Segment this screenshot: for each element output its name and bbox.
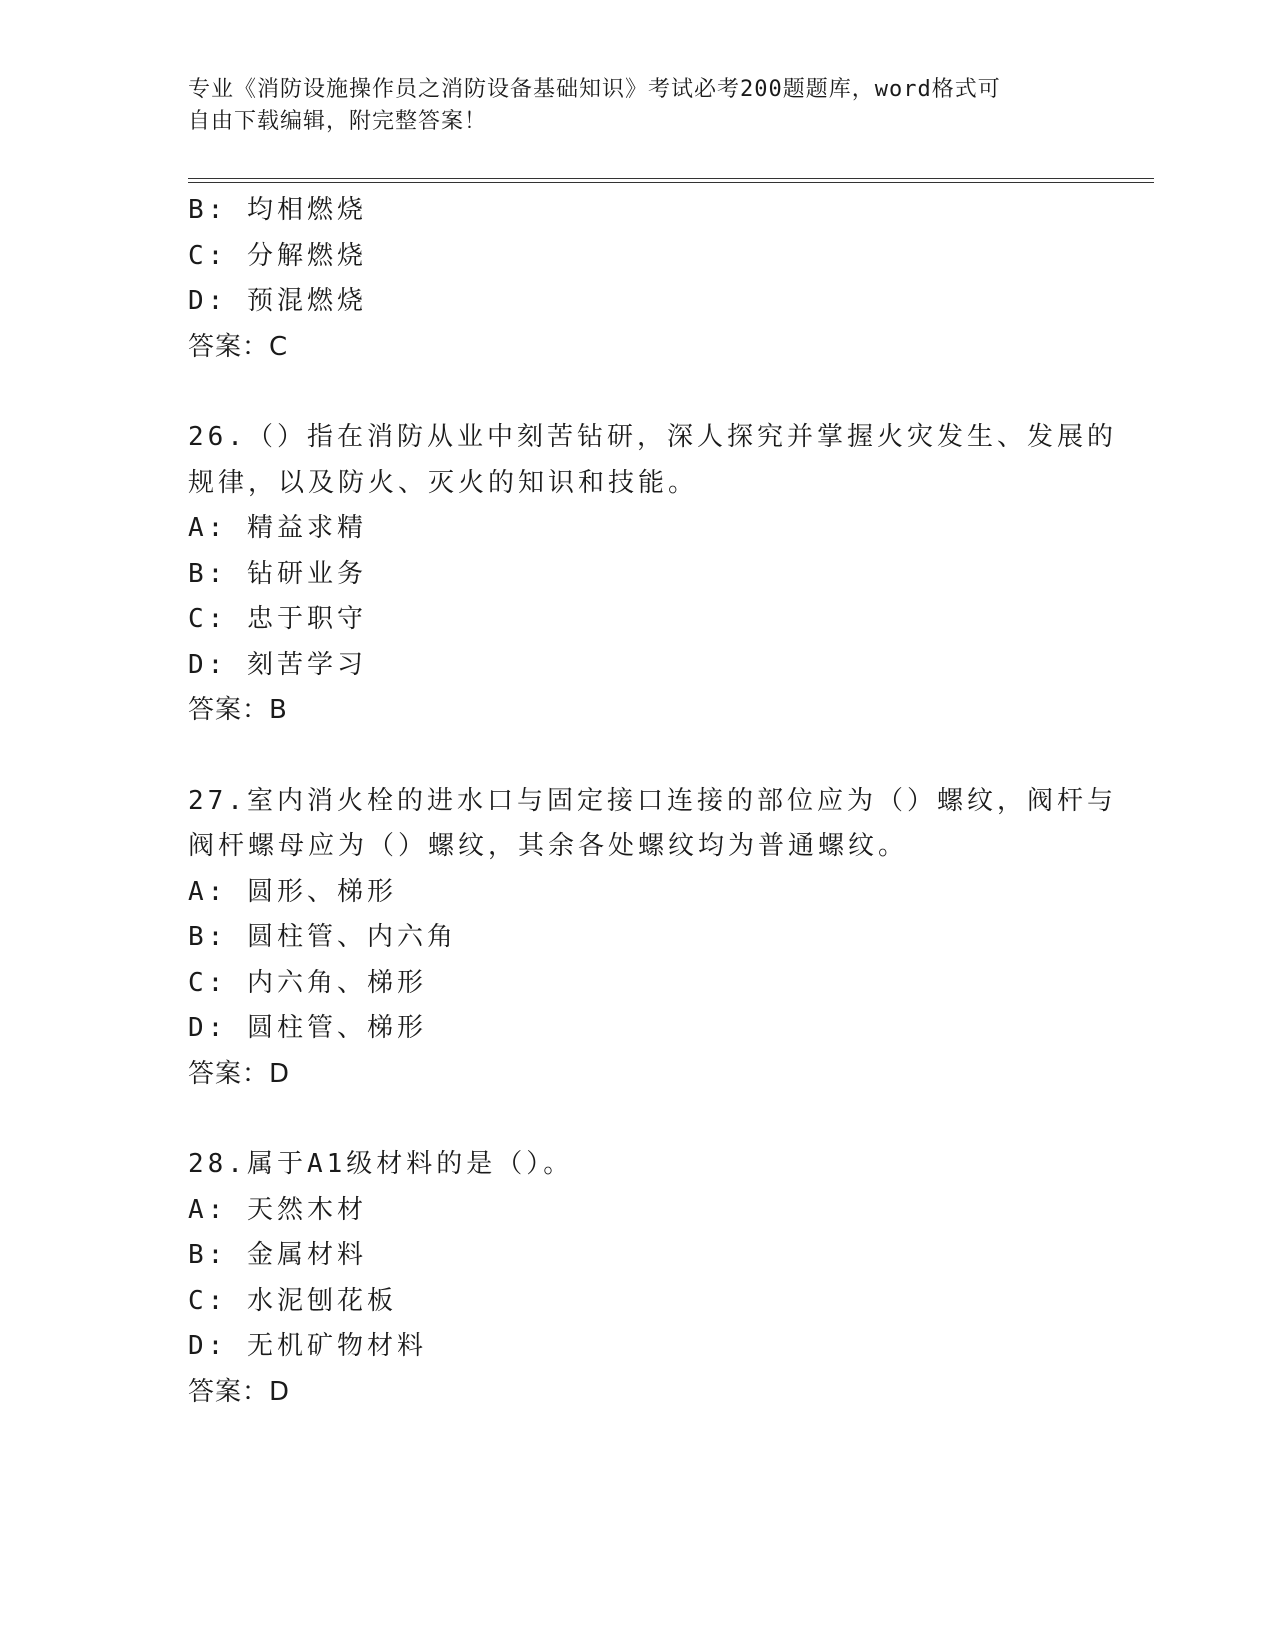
- question-text-line-1: 28.属于A1级材料的是（）。: [188, 1149, 574, 1179]
- option-b: B: 钻研业务: [188, 558, 367, 589]
- option-a: A: 圆形、梯形: [188, 876, 397, 907]
- answer-line: 答案：B: [188, 695, 288, 725]
- option-a: A: 天然木材: [188, 1194, 367, 1225]
- option-c: C: 内六角、梯形: [188, 967, 427, 998]
- question-block-26: [188, 415, 1117, 734]
- option-b: B: 均相燃烧: [188, 195, 367, 225]
- question-block-27: [188, 779, 1117, 1098]
- question-gap: [188, 734, 1088, 779]
- question-gap: [188, 1097, 1088, 1142]
- question-text-line-2: 阀杆螺母应为（）螺纹，其余各处螺纹均为普通螺纹。: [188, 831, 909, 861]
- option-c: C: 忠于职守: [188, 604, 367, 634]
- option-d: D: 刻苦学习: [188, 649, 367, 680]
- answer-line: 答案：C: [188, 331, 289, 362]
- option-a: A: 精益求精: [188, 513, 367, 543]
- option-d: D: 预混燃烧: [188, 286, 367, 316]
- answer-line: 答案：D: [188, 1058, 291, 1089]
- header-divider: [188, 178, 1154, 183]
- header-title-line-1: 专业《消防设施操作员之消防设备基础知识》考试必考200题题库，word格式可: [188, 77, 1001, 102]
- option-c: C: 水泥刨花板: [188, 1285, 397, 1316]
- option-d: D: 无机矿物材料: [188, 1331, 427, 1361]
- answer-line: 答案：D: [188, 1376, 291, 1407]
- question-text-line-1: 26.（）指在消防从业中刻苦钻研，深人探究并掌握火灾发生、发展的: [188, 422, 1117, 452]
- question-gap: [188, 370, 1088, 415]
- option-c: C: 分解燃烧: [188, 240, 367, 271]
- question-text-line-2: 规律，以及防火、灭火的知识和技能。: [188, 467, 699, 498]
- question-block-25: [188, 188, 1088, 370]
- option-b: B: 圆柱管、内六角: [188, 922, 457, 952]
- option-d: D: 圆柱管、梯形: [188, 1013, 427, 1043]
- document-header: [188, 74, 1088, 138]
- option-b: B: 金属材料: [188, 1240, 367, 1270]
- question-block-28: [188, 1142, 1088, 1415]
- question-text-line-1: 27.室内消火栓的进水口与固定接口连接的部位应为（）螺纹，阀杆与: [188, 785, 1117, 816]
- question-list: [188, 188, 1117, 1415]
- header-title-line-2: 自由下载编辑，附完整答案！: [188, 109, 488, 134]
